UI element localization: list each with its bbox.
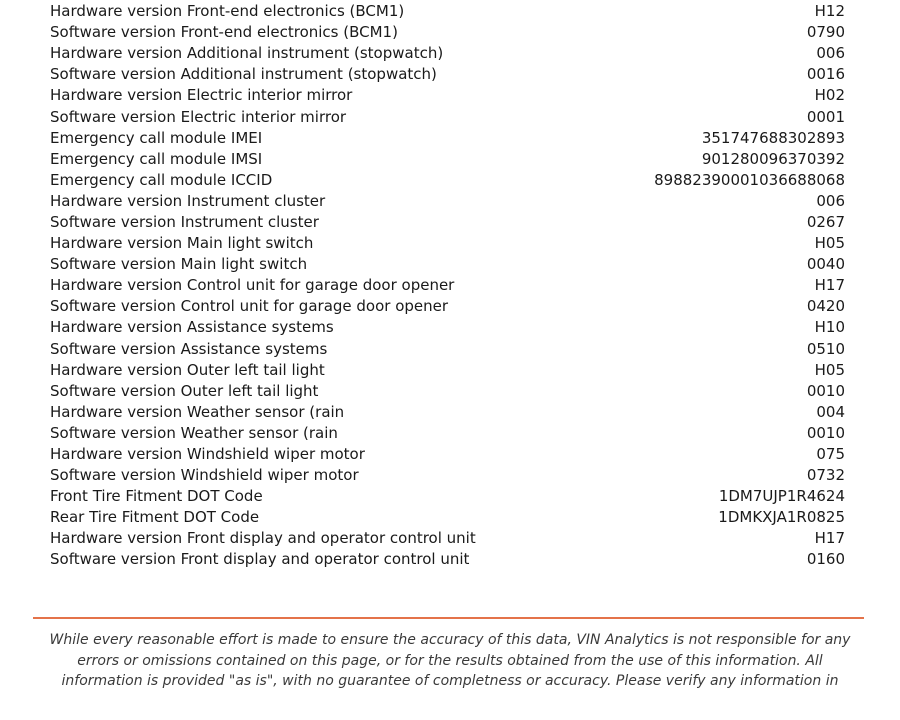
row-value: 0001 (806, 107, 845, 126)
table-row (50, 528, 845, 549)
row-label: Hardware version Windshield wiper motor (50, 445, 365, 464)
table-row (50, 254, 845, 275)
row-label: Software version Windshield wiper motor (50, 466, 359, 485)
row-label: Hardware version Additional instrument (stopwatch) (50, 44, 444, 63)
row-value: 351747688302893 (701, 128, 845, 147)
row-value: 0420 (806, 297, 845, 316)
row-value: 901280096370392 (701, 149, 845, 168)
row-value: H12 (814, 2, 845, 21)
row-value: 004 (816, 402, 845, 421)
row-label: Software version Additional instrument (stopwatch) (50, 65, 437, 84)
table-row (50, 1, 845, 22)
row-label: Software version Main light switch (50, 255, 308, 274)
row-value: 0732 (806, 466, 845, 485)
row-label: Emergency call module ICCID (50, 170, 273, 189)
table-row (50, 486, 845, 507)
table-row (50, 128, 845, 149)
table-row (50, 381, 845, 402)
row-value: 0160 (806, 550, 845, 569)
table-row (50, 149, 845, 170)
table-row (50, 402, 845, 423)
table-row (50, 549, 845, 570)
disclaimer-text (40, 630, 860, 692)
table-row (50, 64, 845, 85)
table-row (50, 85, 845, 106)
row-label: Software version Weather sensor (rain (50, 423, 338, 442)
table-row (50, 22, 845, 43)
row-value: 0010 (806, 381, 845, 400)
row-label: Hardware version Main light switch (50, 234, 314, 253)
table-row (50, 212, 845, 233)
table-row (50, 191, 845, 212)
row-label: Hardware version Assistance systems (50, 318, 334, 337)
row-label: Emergency call module IMSI (50, 149, 263, 168)
row-value: H02 (814, 86, 845, 105)
row-value: 1DM7UJP1R4624 (718, 487, 845, 506)
table-row (50, 465, 845, 486)
row-value: 0040 (806, 255, 845, 274)
disclaimer-line: errors or omissions contained on this page, or for the results obtained from the use of this information. All (77, 652, 823, 669)
row-label: Software version Outer left tail light (50, 381, 319, 400)
table-row (50, 317, 845, 338)
row-label: Software version Front display and operator control unit (50, 550, 470, 569)
row-value: 0790 (806, 23, 845, 42)
table-row (50, 339, 845, 360)
row-label: Hardware version Control unit for garage door opener (50, 276, 455, 295)
row-value: 075 (816, 445, 845, 464)
row-label: Front Tire Fitment DOT Code (50, 487, 263, 506)
table-row (50, 275, 845, 296)
table-row (50, 444, 845, 465)
row-label: Software version Control unit for garage door opener (50, 297, 449, 316)
row-value: H10 (814, 318, 845, 337)
row-label: Software version Electric interior mirror (50, 107, 347, 126)
row-label: Software version Front-end electronics (BCM1) (50, 23, 398, 42)
row-value: H17 (814, 529, 845, 548)
row-label: Hardware version Instrument cluster (50, 191, 326, 210)
row-value: 89882390001036688068 (654, 170, 845, 189)
table-row (50, 106, 845, 127)
row-value: 1DMKXJA1R0825 (718, 508, 845, 527)
spec-table (50, 1, 845, 571)
table-row (50, 43, 845, 64)
row-value: 0267 (806, 212, 845, 231)
table-row (50, 233, 845, 254)
table-row (50, 423, 845, 444)
row-value: 0010 (806, 423, 845, 442)
row-label: Hardware version Front display and operator control unit (50, 529, 476, 548)
row-label: Software version Instrument cluster (50, 212, 319, 231)
table-row (50, 296, 845, 317)
row-value: H05 (814, 360, 845, 379)
row-value: H05 (814, 234, 845, 253)
row-label: Software version Assistance systems (50, 339, 328, 358)
row-label: Hardware version Weather sensor (rain (50, 402, 345, 421)
row-value: 006 (816, 191, 845, 210)
row-value: 006 (816, 44, 845, 63)
row-value: 0510 (806, 339, 845, 358)
footer-divider (33, 617, 864, 619)
table-row (50, 507, 845, 528)
disclaimer-line: While every reasonable effort is made to ensure the accuracy of this data, VIN Analytics is not responsible for any (49, 632, 851, 648)
table-row (50, 170, 845, 191)
row-label: Emergency call module IMEI (50, 128, 263, 147)
row-value: H17 (814, 276, 845, 295)
table-row (50, 360, 845, 381)
row-label: Rear Tire Fitment DOT Code (50, 508, 260, 527)
row-label: Hardware version Front-end electronics (BCM1) (50, 2, 405, 21)
row-label: Hardware version Outer left tail light (50, 360, 325, 379)
disclaimer-line: information is provided "as is", with no guarantee of completness or accuracy. Please verify any information in (61, 673, 839, 689)
row-value: 0016 (806, 65, 845, 84)
row-label: Hardware version Electric interior mirror (50, 86, 353, 105)
